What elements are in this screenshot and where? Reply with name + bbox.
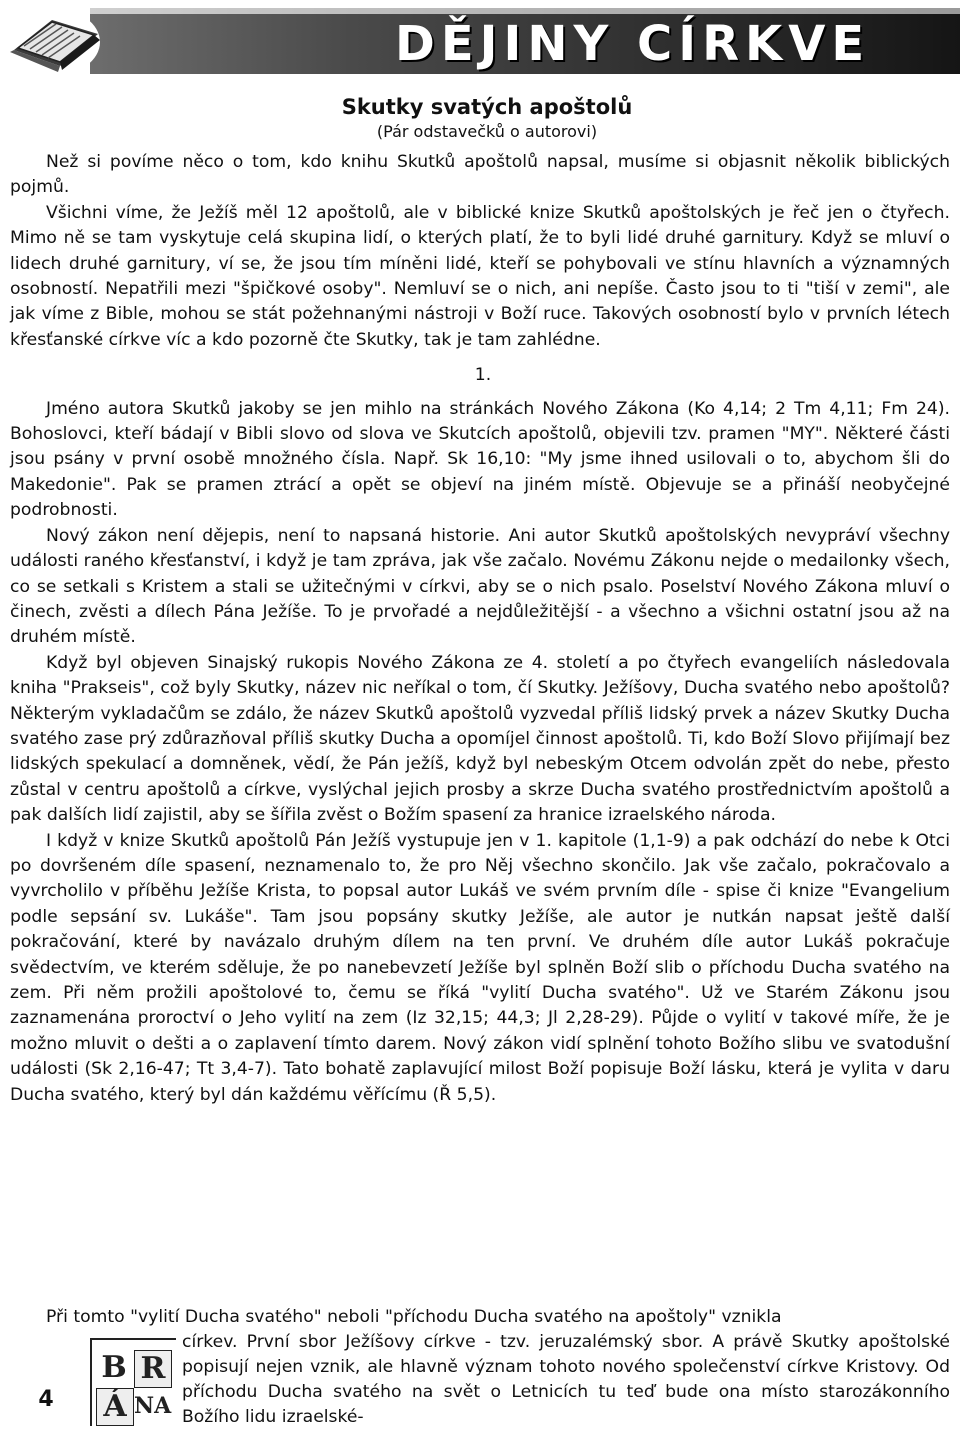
section-paragraph-4: I když v knize Skutků apoštolů Pán Ježíš vystupuje jen v 1. kapitole (1,1-9) a pak odchází do nebe k Otci po dovršeném díle spasení, neznamenalo to, že pro Něj všechno skončilo. Jak vše začalo, pokračovalo a vyvrcholilo v příběhu Ježíše Krista, to popsal autor Lukáš ve svém prvním díle - spise či knize "Evangelium podle sepsání sv. Lukáše". Tam jsou popsány skutky Ježíše, ale autor je nutkán napsat ještě další pokračování, které by navázalo druhým dílem na ten první. Ve druhém díle autor Lukáš pokračuje svědectvím, ve kterém sděluje, že po nanebevzetí Ježíše byl splněn Boží slib o příchodu Ducha svatého na zem. Při něm prožili apoštolové to, čemu se říká "vylití Ducha svatého". Už ve Starém Zákonu jsou zaznamenána proroctví o Jeho vylití na zem (Iz 32,15; 44,3; Jl 2,28-29). Půjde o vylití v takové míře, že je možno mluvit o dešti a o zaplavení tímto darem. Nový zákon vidí splnění tohoto Božího slibu ve svatodušní události (Sk 2,16-47; Tt 3,4-7). Tato bohatě zaplavující milost Boží popisuje Boží lásku, která je vylita v daru Ducha svatého, který byl dán každému věřícímu (Ř 5,5). [10, 830, 950, 1105]
section-number: 1. [474, 365, 492, 386]
logo-letter-1: B [101, 1350, 127, 1385]
page-number: 4 [38, 1387, 54, 1412]
section-paragraph-1: Jméno autora Skutků jakoby se jen mihlo na stránkách Nového Zákona (Ko 4,14; 2 Tm 4,11; Fm 24). Bohoslovci, kteří bádají v Bibli slovo od slova ve Skutcích apoštolů, objevili tzv. pramen "MY". Některé části jsou psány v první osobě množného čísla. Např. Sk 16,10: "My jsme ihned usilovali o to, abychom šli do Makedonie". Pak se pramen ztrácí a opět se objeví na jiném místě. Objevuje se a přináší neobyčejné podrobnosti. [10, 398, 950, 521]
article [10, 92, 950, 1108]
logo-letter-2: R [134, 1350, 172, 1388]
article-subtitle: (Pár odstavečků o autorovi) [376, 122, 598, 141]
logo-vertical-line [90, 1338, 92, 1426]
bottom-first-line: Při tomto "vylití Ducha svatého" neboli "příchodu Ducha svatého na apoštoly" vznikla [46, 1307, 782, 1327]
bottom-wrapped-text: církev. První sbor Ježíšovy církve - tzv. jeruzalémský sbor. A právě Skutky apoštolské popisují nejen vznik, ale hlavně význam tohoto nového společenství církve Kristovy. Od příchodu Ducha svatého na svět o Letnicích tu teď bude ona místo starozákonního Božího lidu izraelské- [182, 1332, 950, 1427]
book-icon [0, 0, 110, 80]
intro-paragraph-2: Všichni víme, že Ježíš měl 12 apoštolů, ale v biblické knize Skutků apoštolských je řeč jen o čtyřech. Mimo ně se tam vyskytuje celá skupina lidí, o kterých platí, že to byli lidé druhé garnitury. Když se mluví o lidech druhé garnitury, ví se, že jsou tím míněni lidé, kteří se pohybovali ve stínu hlavních a významných osobností. Nepatřili mezi "špičkové osoby". Nemluví se o nich, ani nepíše. Často jsou to ti "tiší v zemi", ale jak víme z Bible, mohou se stát požehnanými nástroji v Boží ruce. Takových osobností bylo v prvních létech křesťanské církve víc a kdo pozorně čte Skutky, tak je tam zahlédne. [10, 202, 950, 350]
section-paragraph-3: Když byl objeven Sinajský rukopis Nového Zákona ze 4. století a po čtyřech evangeliích následovala kniha "Prakseis", což byly Skutky, název nic neříkal o tom, čí Skutky. Ježíšovy, Ducha svatého nebo apoštolů? Některým vykladačům se zdálo, že název Skutků apoštolů vyzvedal příliš lidský prvek a název Skutky Ducha svatého zase prý zdůrazňoval příliš skutky Ducha a opomíjel činnost apoštolů. Ti, kdo Boží Slovo přijímají bez lidských spekulací a domněnek, vědí, že Pán ježíš, když byl nebeským Otcem odvolán zpět do nebe, přesto zůstal v centru apoštolů a církve, vyslýchal jejich prosby a skrze Ducha svatého prostřednictvím apoštolů a pak dalších lidí zajistil, aby se šířila zvěst o Božím spasení za hranice izraelského národa. [10, 652, 950, 826]
header-banner [0, 0, 960, 80]
logo-letter-4: NA [134, 1393, 172, 1419]
logo-letter-3: Á [96, 1388, 134, 1426]
banner-title: DĚJINY CÍRKVE [395, 16, 871, 72]
logo [90, 1338, 176, 1426]
article-title: Skutky svatých apoštolů [341, 95, 633, 119]
intro-paragraph-1: Než si povíme něco o tom, kdo knihu Skutků apoštolů napsal, musíme si objasnit několik biblických pojmů. [10, 152, 950, 198]
section-paragraph-2: Nový zákon není dějepis, není to napsaná historie. Ani autor Skutků apoštolských nevypráví všechny události raného křesťanství, i když je tam zpráva, jak vše začalo. Novému Zákonu nejde o medailonky všech, co se setkali s Kristem a stali se užitečnými v církvi, aby se o nich psalo. Poselství Nového Zákona mluví o činech, zvěsti a dílech Pána Ježíše. To je prvořadé a nejdůležitější - a všechno a všichni ostatní jsou až na druhém místě. [10, 525, 950, 648]
logo-horizontal-line [90, 1338, 176, 1340]
